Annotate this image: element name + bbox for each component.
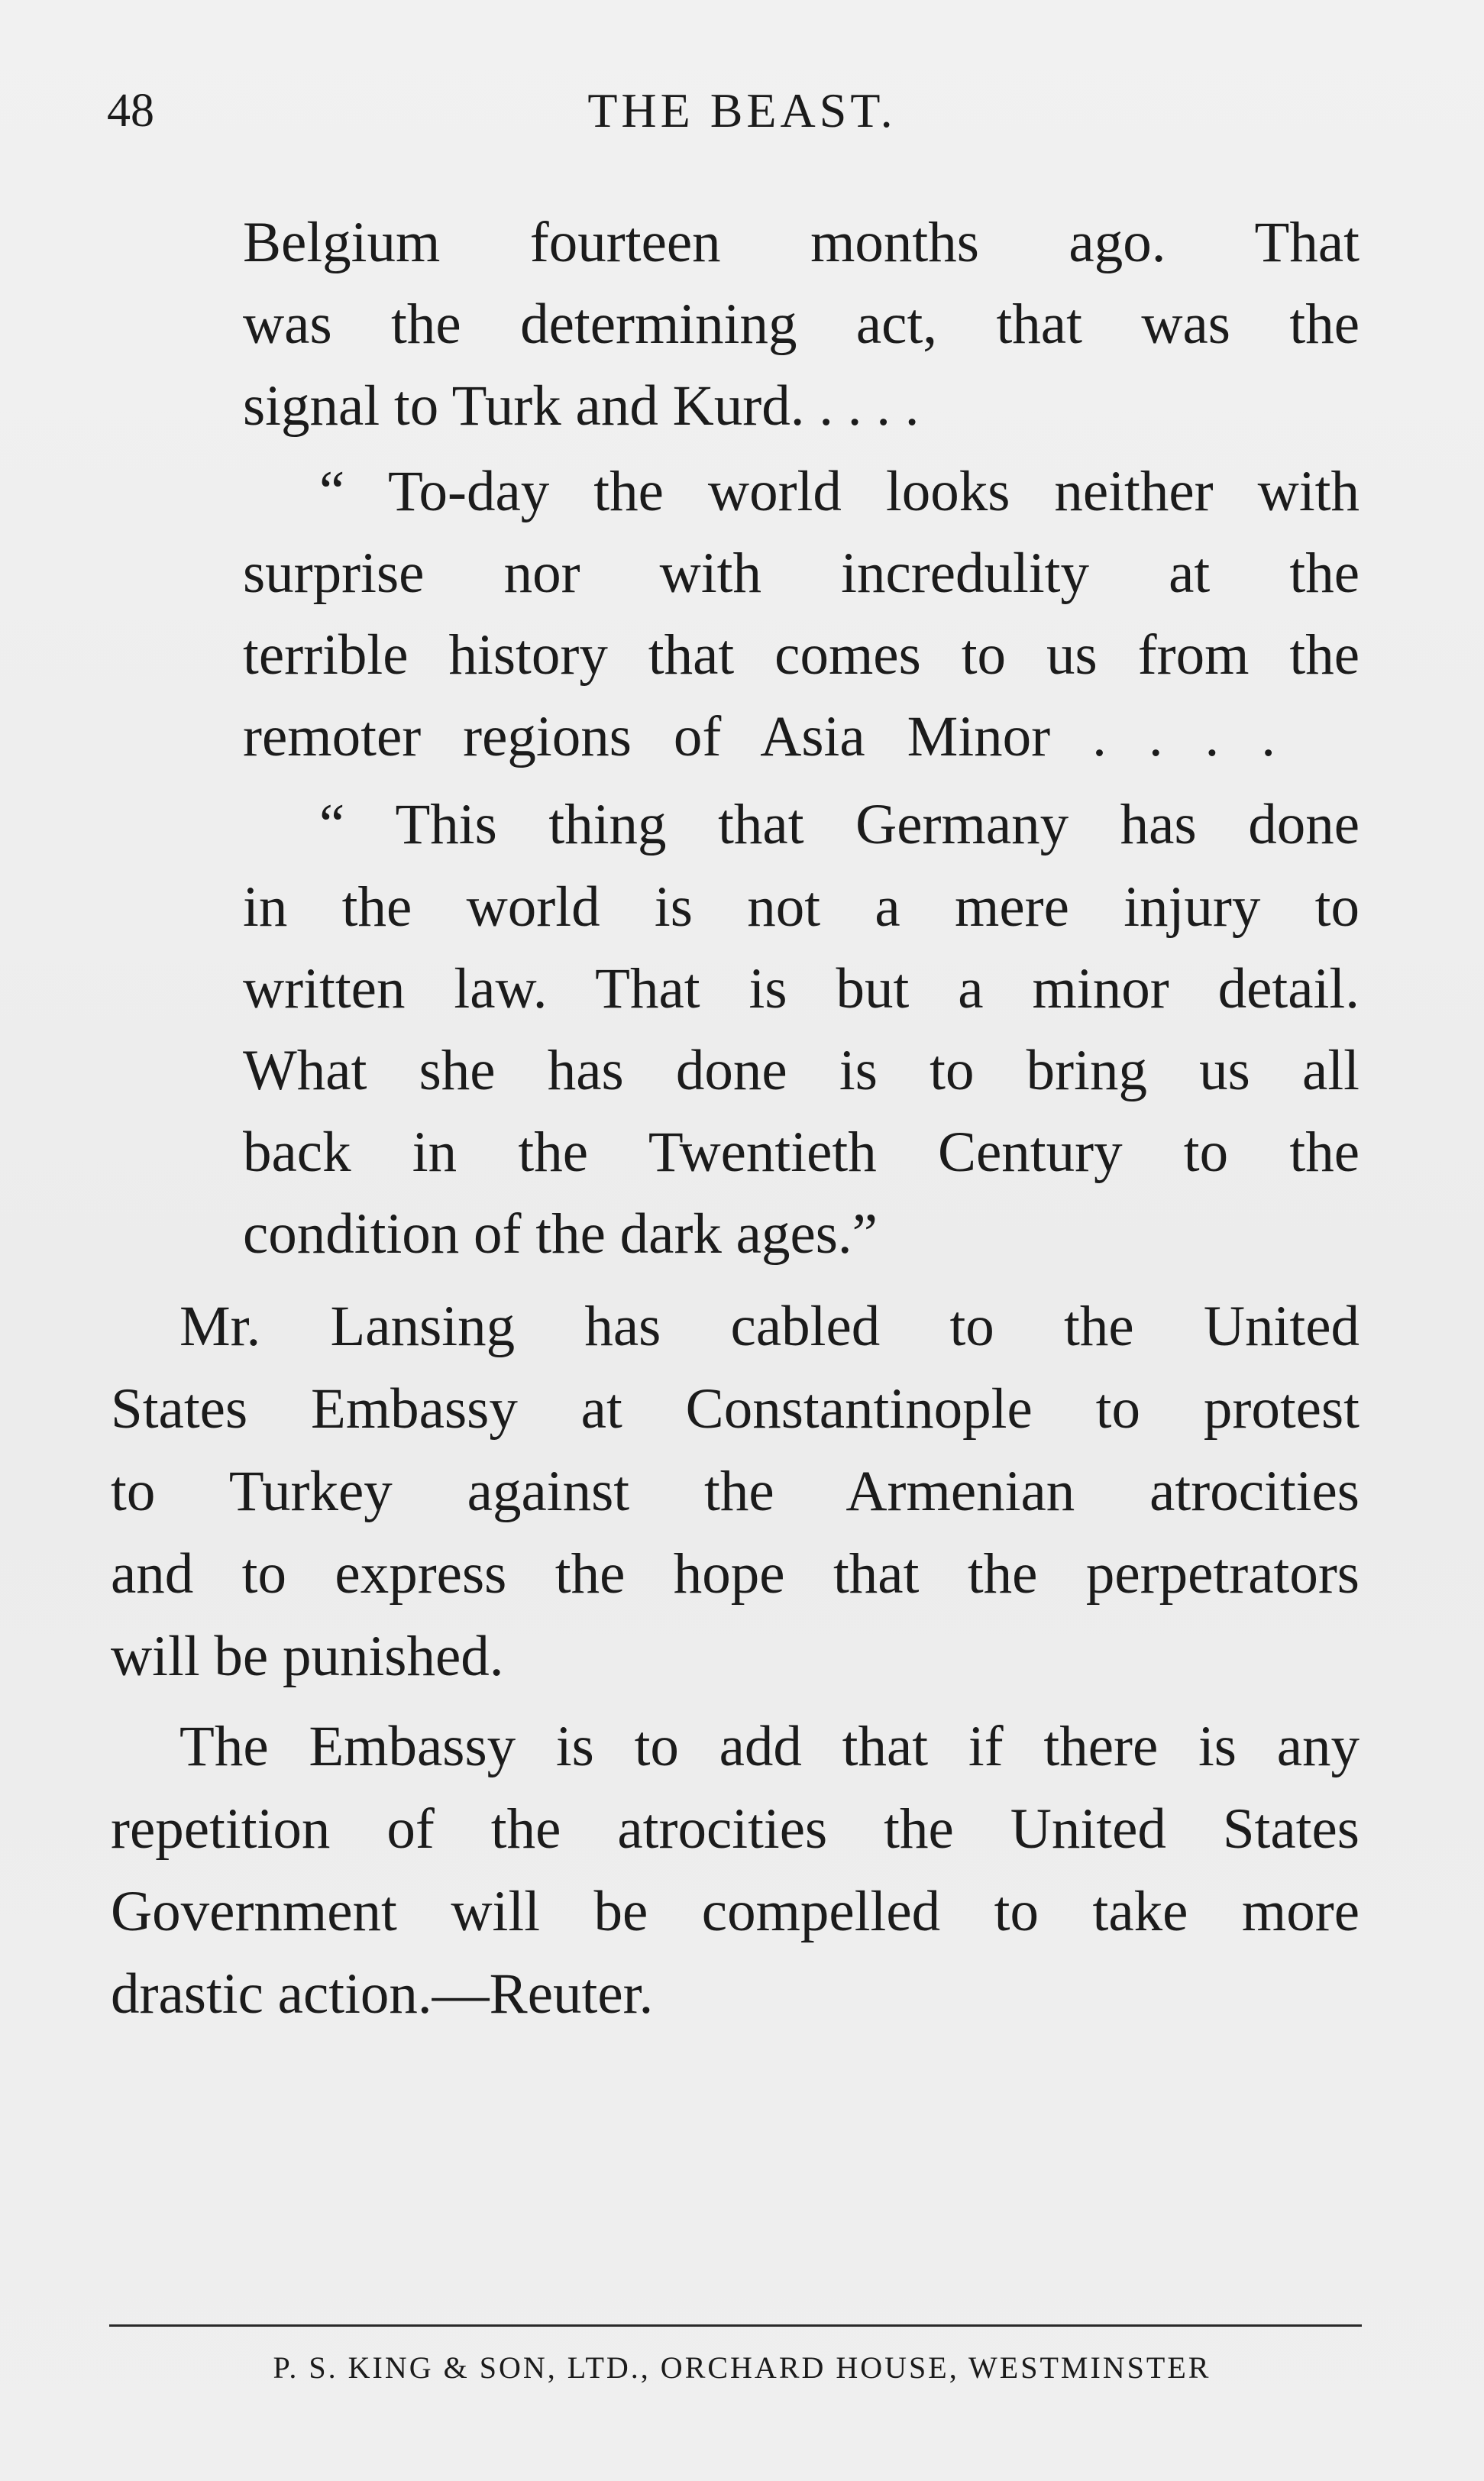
paragraph-line: and to express the hope that the perpetrators — [111, 1542, 1360, 1606]
quote-line: was the determining act, that was the — [243, 293, 1360, 356]
paragraph-line: Government will be compelled to take more — [111, 1880, 1360, 1943]
page-header — [0, 76, 1484, 145]
quote-line: Belgium fourteen months ago. That — [243, 211, 1360, 274]
publisher-imprint: P. S. KING & SON, LTD., ORCHARD HOUSE, WESTMINSTER — [273, 2350, 1211, 2385]
quote-line: written law. That is but a minor detail. — [243, 957, 1360, 1021]
paragraph-line: States Embassy at Constantinople to protest — [111, 1377, 1360, 1441]
paragraph-line: The Embassy is to add that if there is any — [179, 1715, 1360, 1778]
footer-rule — [109, 2324, 1362, 2327]
quote-line: remoter regions of Asia Minor . . . . — [243, 705, 1275, 768]
quote-line: surprise nor with incredulity at the — [243, 542, 1360, 605]
paragraph-line: Mr. Lansing has cabled to the United — [179, 1295, 1360, 1358]
running-title: THE BEAST. — [587, 83, 897, 137]
quote-line: “ This thing that Germany has done — [319, 793, 1360, 856]
page-number: 48 — [107, 85, 154, 137]
paragraph-line: to Turkey against the Armenian atrocities — [111, 1460, 1360, 1523]
paragraph-line: will be punished. — [111, 1625, 504, 1688]
quote-line: condition of the dark ages.” — [243, 1202, 878, 1266]
quote-line: terrible history that comes to us from the — [243, 623, 1360, 687]
quote-line: “ To-day the world looks neither with — [319, 460, 1360, 523]
paragraph-line: repetition of the atrocities the United States — [111, 1797, 1360, 1861]
paragraph-line: drastic action.—Reuter. — [111, 1962, 654, 2026]
quote-line: in the world is not a mere injury to — [243, 875, 1360, 939]
quote-line: signal to Turk and Kurd. . . . . — [243, 374, 920, 438]
quote-line: What she has done is to bring us all — [243, 1039, 1360, 1102]
quote-line: back in the Twentieth Century to the — [243, 1121, 1360, 1184]
